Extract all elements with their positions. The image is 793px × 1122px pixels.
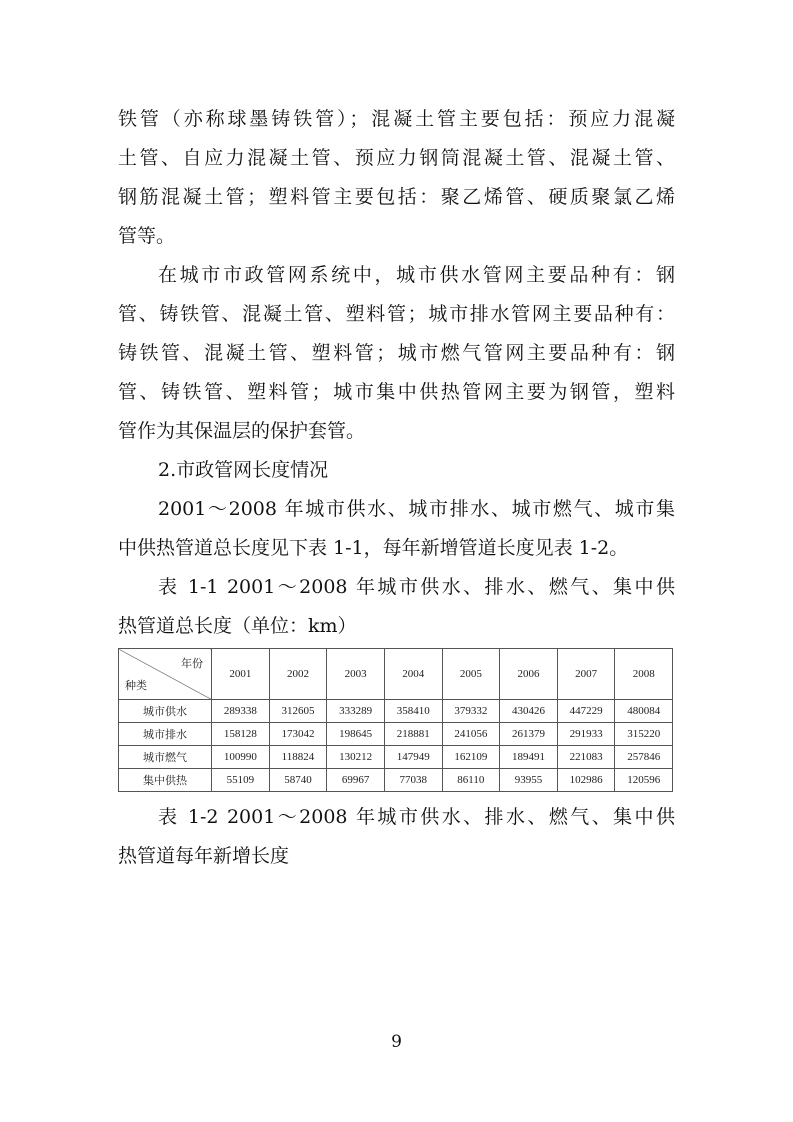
text-line: 热管道总长度（单位：km）	[118, 615, 357, 637]
table-cell: 100990	[212, 746, 270, 769]
year-header: 2003	[327, 649, 385, 700]
year-header: 2002	[269, 649, 327, 700]
table-cell: 261379	[500, 723, 558, 746]
corner-label-type: 种类	[125, 680, 147, 692]
text-line: 铁管（亦称球墨铸铁管）；混凝土管主要包括：预应力混凝	[118, 108, 675, 130]
table-cell: 130212	[327, 746, 385, 769]
row-label: 集中供热	[119, 769, 212, 792]
table-cell: 198645	[327, 723, 385, 746]
text-line: 管、铸铁管、塑料管；城市集中供热管网主要为钢管，塑料	[118, 381, 675, 403]
table-cell: 93955	[500, 769, 558, 792]
table-cell: 102986	[557, 769, 615, 792]
row-label: 城市供水	[119, 700, 212, 723]
table-cell: 333289	[327, 700, 385, 723]
section-heading: 2.市政管网长度情况	[158, 459, 329, 481]
table-row	[119, 746, 673, 769]
table-cell: 120596	[615, 769, 673, 792]
text-line: 土管、自应力混凝土管、预应力钢筒混凝土管、混凝土管、	[118, 147, 675, 169]
table-cell: 189491	[500, 746, 558, 769]
table-cell: 77038	[384, 769, 442, 792]
paragraph-length-intro	[118, 490, 675, 568]
table-cell: 312605	[269, 700, 327, 723]
text-line: 管作为其保温层的保护套管。	[118, 420, 366, 442]
text-line: 在城市市政管网系统中，城市供水管网主要品种有：钢	[158, 264, 675, 286]
table-cell: 430426	[500, 700, 558, 723]
table-cell: 257846	[615, 746, 673, 769]
text-line: 铸铁管、混凝土管、塑料管；城市燃气管网主要品种有：钢	[118, 342, 675, 364]
table-cell: 480084	[615, 700, 673, 723]
text-line: 表 1-1 2001～2008 年城市供水、排水、燃气、集中供	[158, 576, 675, 598]
text-line: 热管道每年新增长度	[118, 845, 290, 867]
page-number: 9	[391, 1032, 402, 1052]
table-corner-cell	[119, 649, 212, 700]
table-cell: 358410	[384, 700, 442, 723]
paragraph-network-varieties	[118, 256, 675, 451]
row-label: 城市燃气	[119, 746, 212, 769]
year-header: 2007	[557, 649, 615, 700]
table-cell: 379332	[442, 700, 500, 723]
table-cell: 218881	[384, 723, 442, 746]
table-cell: 241056	[442, 723, 500, 746]
table-cell: 158128	[212, 723, 270, 746]
pipe-length-table	[118, 648, 673, 792]
table-header-row	[119, 649, 673, 700]
corner-label-year: 年份	[181, 658, 203, 670]
text-line: 管等。	[118, 225, 176, 247]
table-cell: 447229	[557, 700, 615, 723]
year-header: 2006	[500, 649, 558, 700]
text-line: 中供热管道总长度见下表 1-1，每年新增管道长度见表 1-2。	[118, 537, 629, 559]
year-header: 2004	[384, 649, 442, 700]
table-cell: 221083	[557, 746, 615, 769]
table-cell: 291933	[557, 723, 615, 746]
table-cell: 86110	[442, 769, 500, 792]
text-line: 2001～2008 年城市供水、城市排水、城市燃气、城市集	[158, 498, 675, 520]
table-row	[119, 769, 673, 792]
page-content	[118, 100, 675, 876]
table-cell: 69967	[327, 769, 385, 792]
text-line: 表 1-2 2001～2008 年城市供水、排水、燃气、集中供	[158, 806, 675, 828]
table-1-1-caption	[118, 568, 675, 646]
table-cell: 173042	[269, 723, 327, 746]
table-cell: 55109	[212, 769, 270, 792]
table-1-2-caption	[118, 798, 675, 876]
table-cell: 289338	[212, 700, 270, 723]
paragraph-pipe-types	[118, 100, 675, 256]
text-line: 钢筋混凝土管；塑料管主要包括：聚乙烯管、硬质聚氯乙烯	[118, 186, 675, 208]
row-label: 城市排水	[119, 723, 212, 746]
table-cell: 162109	[442, 746, 500, 769]
table-cell: 58740	[269, 769, 327, 792]
table-cell: 118824	[269, 746, 327, 769]
table-row	[119, 700, 673, 723]
table-cell: 315220	[615, 723, 673, 746]
year-header: 2001	[212, 649, 270, 700]
table-cell: 147949	[384, 746, 442, 769]
table-row	[119, 723, 673, 746]
text-line: 管、铸铁管、混凝土管、塑料管；城市排水管网主要品种有：	[118, 303, 675, 325]
year-header: 2008	[615, 649, 673, 700]
year-header: 2005	[442, 649, 500, 700]
